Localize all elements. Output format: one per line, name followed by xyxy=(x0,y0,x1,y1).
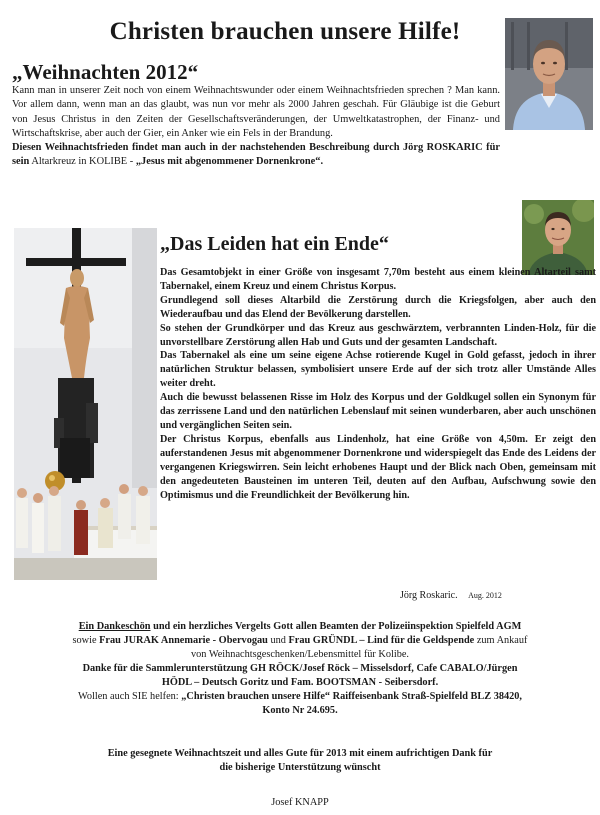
paragraph: So stehen der Grundkörper und das Kreuz aus geschwärztem, verbrannten Linden-Holz, für die unvorstellbare Zerstörung allen Hab und Guts und der gesamten Landschaft. xyxy=(160,322,596,348)
paragraph: Grundlegend soll dieses Altarbild die Zerstörung durch die Kriegsfolgen, aber auch den Wiederaufbau und das Elend der Bevölkerung darstellen. xyxy=(160,294,596,320)
closing-line: Eine gesegnete Weihnachtszeit und alles Gute für 2013 mit einem aufrichtigen Dank für xyxy=(107,748,493,759)
page-title: Christen brauchen unsere Hilfe! xyxy=(109,18,461,45)
portrait-photo-1 xyxy=(505,18,593,130)
help-prompt: Wollen auch SIE helfen: xyxy=(77,691,179,702)
intro-tail-bold: „Jesus mit abgenommener Dornenkrone“. xyxy=(135,156,324,168)
thanks-line: und ein herzliches Vergelts Gott allen Beamten der Polizeiinspektion Spielfeld AGM xyxy=(153,621,522,632)
paragraph: Das Tabernakel als eine um seine eigene Achse rotierende Kugel in Gold gefasst, jedoch in ihrer natürlichen Struktur belassen, symbolisiert unsere Erde auf der sich trotz aller Umstände Alles weiter dreht. xyxy=(160,350,596,390)
paragraph: Der Christus Korpus, ebenfalls aus Lindenholz, hat eine Größe von 4,50m. Er zeigt den auferstandenen Jesus mit abgenommener Dornenkrone und widerspiegelt das Ende des Leidens der vergangenen Kriegswirren. Sein leicht erhobenes Haupt und der Blick nach Oben, gemeinsam mit den angedeuteten Bausteinen im unteren Teil, deuten auf den Aufbau, Aufschwung sowie den Optimismus und die Freundlichkeit der Bevölkerung hin. xyxy=(160,433,596,501)
donor-name: Frau GRÜNDL – Lind für die Geldspende xyxy=(288,635,475,646)
bank-details: „Christen brauchen unsere Hilfe“ Raiffeisenbank Straß-Spielfeld BLZ 38420, xyxy=(181,691,523,702)
account-number: Konto Nr 24.695. xyxy=(262,705,338,716)
thanks-line: Danke für die Sammlerunterstützung GH RÖCK/Josef Röck – Misselsdorf, Cafe CABALO/Jürgen xyxy=(82,663,518,674)
donor-name: Frau JURAK Annemarie - Obervogau xyxy=(99,635,268,646)
thanks-word: zum Ankauf xyxy=(476,635,528,646)
portrait-photo-2 xyxy=(522,200,594,275)
section-heading-weihnachten: „Weihnachten 2012“ xyxy=(12,60,199,84)
altar-cross-photo xyxy=(14,228,157,580)
description-text xyxy=(160,266,596,502)
closing-line: die bisherige Unterstützung wünscht xyxy=(219,762,381,773)
signature-date: Aug. 2012 xyxy=(468,591,502,600)
thanks-line: von Weihnachtsgeschenken/Lebensmittel für Kolibe. xyxy=(190,649,409,660)
intro-bold: Diesen Weihnachtsfrieden findet man auch in der nachstehenden Beschreibung durch Jörg ROSKARIC für sein xyxy=(12,142,500,168)
signature xyxy=(400,590,502,601)
section-heading-leiden: „Das Leiden hat ein Ende“ xyxy=(160,233,389,255)
thanks-line: HÖDL – Deutsch Goritz und Fam. BOOTSMAN - Seibersdorf. xyxy=(161,677,439,688)
signature-name: Jörg Roskaric. xyxy=(400,590,458,601)
paragraph: Das Gesamtobjekt in einer Größe von insgesamt 7,70m besteht aus einem kleinen Altarteil samt Tabernakel, einem Kreuz und einem Christus Korpus. xyxy=(160,267,596,292)
thanks-section xyxy=(10,620,590,718)
intro-paragraph: Kann man in unserer Zeit noch von einem Weihnachtswunder oder einem Weihnachtsfrieden sprechen ? Man kann. Vor allem dann, wenn man an das glaubt, was nun vor mehr als 2000 Jahren geschah. Für Gläubige ist die Geburt von Jesus Christus in den Zeiten der Gesellschaftsveränderungen, der Umweltkatastrophen, der Finanz- und Wirtschaftskrise, aber auch der Gier, ein Anker wie ein Fels in der Brandung. xyxy=(12,85,500,139)
intro-tail: Altarkreuz in KOLIBE - xyxy=(31,156,134,168)
intro-text xyxy=(12,84,500,170)
author-name: Josef KNAPP xyxy=(271,797,329,808)
paragraph: Auch die bewusst belassenen Risse im Holz des Korpus und der Goldkugel sollen ein Synonym für das zerrissene Land und den natürlichen Lebenslauf mit seinen wunderbaren, aber auch unschönen und vergänglichen Seiten sein. xyxy=(160,392,596,431)
thanks-lead: Ein Dankeschön xyxy=(78,621,151,632)
thanks-word: sowie xyxy=(72,635,97,646)
thanks-word: und xyxy=(270,635,286,646)
closing-text xyxy=(10,747,590,775)
